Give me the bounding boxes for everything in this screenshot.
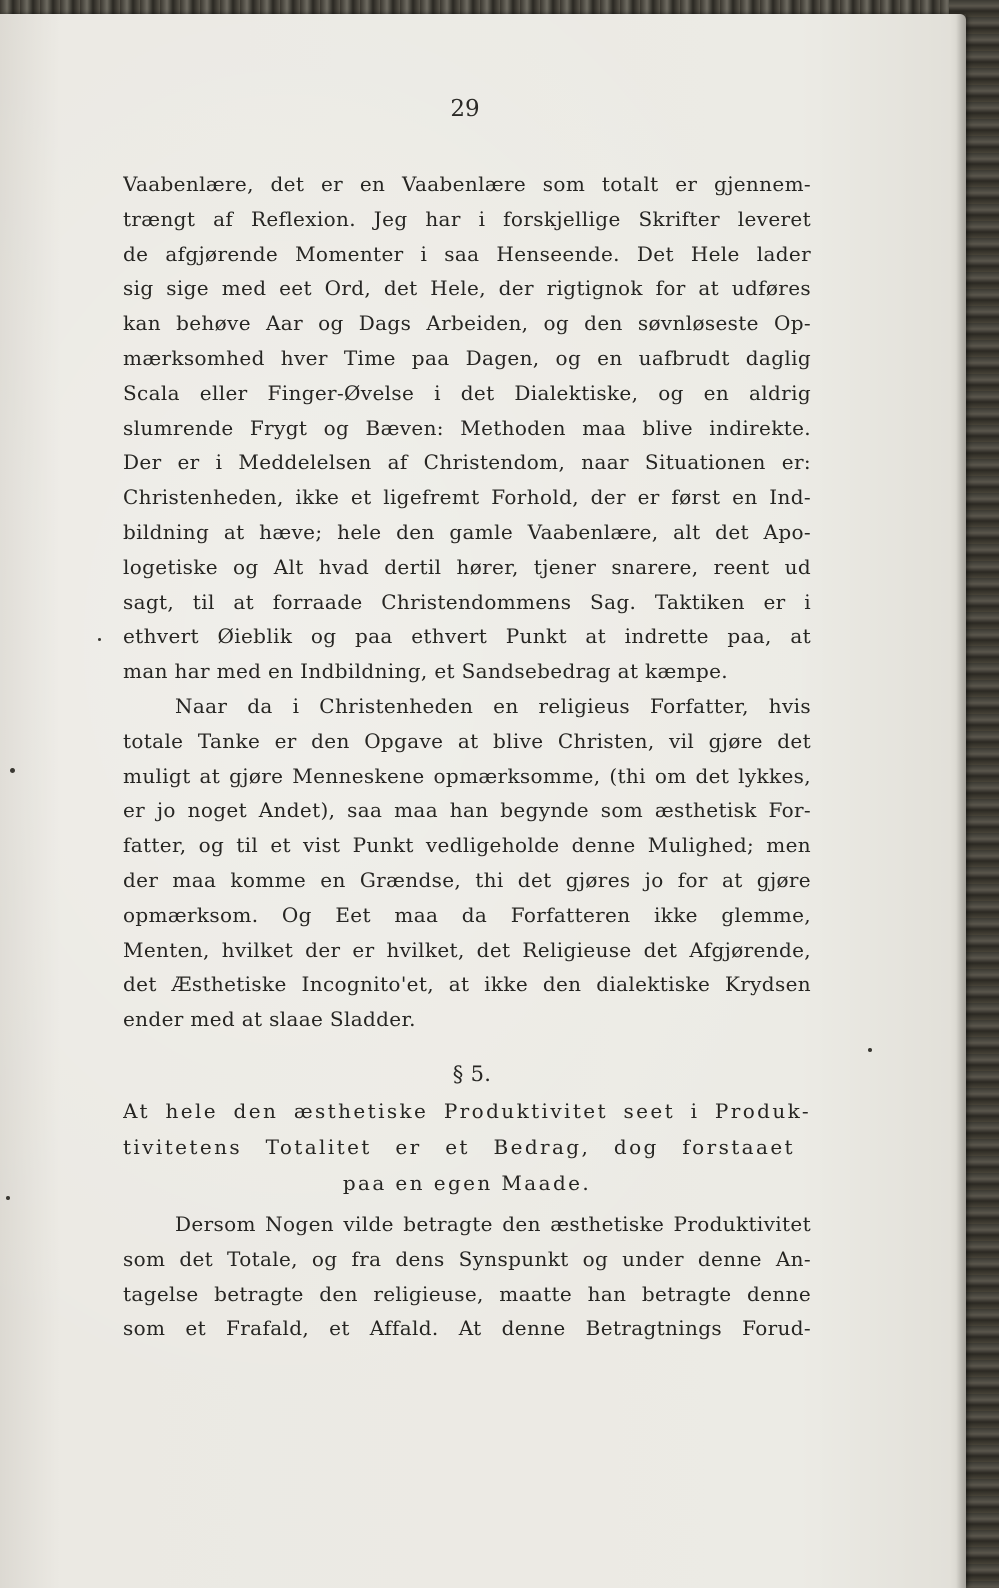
text-line: de afgjørende Momenter i saa Henseende. Det Hele lader: [123, 241, 811, 266]
text-line: der maa komme en Grændse, thi det gjøres jo for at gjøre: [123, 867, 811, 892]
page-sheet: [0, 14, 966, 1588]
section-heading: [123, 1093, 811, 1201]
text-line: kan behøve Aar og Dags Arbeiden, og den søvnløseste Op-: [123, 311, 811, 336]
section-number: § 5.: [452, 1061, 492, 1086]
text-line: som det Totale, og fra dens Synspunkt og under denne An-: [123, 1246, 811, 1271]
text-line: er jo noget Andet), saa maa han begynde som æsthetisk For-: [123, 798, 811, 823]
text-line: sig sige med eet Ord, det Hele, der rigtignok for at udføres: [123, 276, 811, 301]
text-line: bildning at hæve; hele den gamle Vaabenlære, alt det Apo-: [123, 519, 811, 544]
text-line: trængt af Reflexion. Jeg har i forskjellige Skrifter leveret: [123, 206, 811, 231]
page-shadow-edge: [956, 14, 966, 1588]
text-line: man har med en Indbildning, et Sandsebedrag at kæmpe.: [123, 659, 729, 684]
text-line: sagt, til at forraade Christendommens Sag. Taktiken er i: [123, 589, 811, 614]
paragraph-1: [123, 167, 811, 689]
text-line: Vaabenlære, det er en Vaabenlære som totalt er gjennem-: [123, 172, 811, 196]
text-line: opmærksom. Og Eet maa da Forfatteren ikke glemme,: [123, 902, 811, 927]
text-line: ender med at slaae Sladder.: [123, 1007, 416, 1032]
text-line: som et Frafald, et Affald. At denne Betragtnings Forud-: [123, 1316, 811, 1341]
text-line: Naar da i Christenheden en religieus Forfatter, hvis: [175, 693, 811, 718]
text-line: muligt at gjøre Menneskene opmærksomme, (thi om det lykkes,: [123, 763, 811, 788]
page-number: 29: [450, 96, 480, 122]
text-line: Christenheden, ikke et ligefremt Forhold, der er først en Ind-: [123, 485, 811, 510]
text-line: Der er i Meddelelsen af Christendom, naar Situationen er:: [123, 450, 811, 475]
text-line: mærksomhed hver Time paa Dagen, og en uafbrudt daglig: [123, 345, 811, 370]
text-line: Dersom Nogen vilde betragte den æsthetiske Produktivitet: [175, 1211, 811, 1236]
page-body: [123, 167, 811, 1346]
heading-line: paa en egen Maade.: [342, 1170, 592, 1195]
paper-speck: [98, 638, 101, 641]
text-line: totale Tanke er den Opgave at blive Christen, vil gjøre det: [123, 728, 811, 753]
text-line: slumrende Frygt og Bæven: Methoden maa blive indirekte.: [123, 415, 811, 440]
paper-speck: [10, 768, 15, 773]
heading-line: tivitetens Totalitet er et Bedrag, dog forstaaet: [123, 1134, 795, 1159]
text-line: Scala eller Finger-Øvelse i det Dialektiske, og en aldrig: [123, 380, 811, 405]
text-line: logetiske og Alt hvad dertil hører, tjener snarere, reent ud: [123, 554, 811, 579]
text-line: Menten, hvilket der er hvilket, det Religieuse det Afgjørende,: [123, 937, 811, 962]
paragraph-3: [123, 1207, 811, 1346]
paper-speck: [6, 1196, 10, 1200]
text-line: fatter, og til et vist Punkt vedligeholde denne Mulighed; men: [123, 833, 811, 858]
paragraph-2: [123, 689, 811, 1037]
text-line: ethvert Øieblik og paa ethvert Punkt at indrette paa, at: [123, 624, 811, 649]
heading-line: At hele den æsthetiske Produktivitet seet i Produk-: [123, 1098, 811, 1123]
text-line: det Æsthetiske Incognito'et, at ikke den dialektiske Krydsen: [123, 972, 811, 997]
paper-speck: [868, 1048, 872, 1052]
text-line: tagelse betragte den religieuse, maatte han betragte denne: [123, 1281, 811, 1306]
